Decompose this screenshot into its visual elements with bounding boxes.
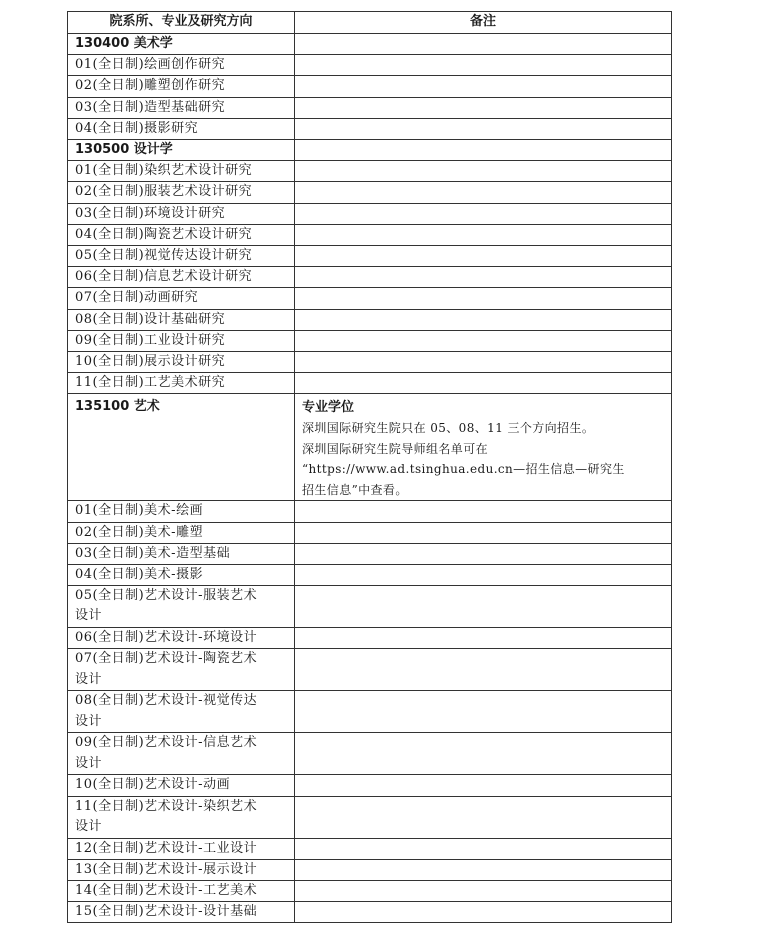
direction-cell xyxy=(68,586,295,628)
direction-cell: 04(全日制)美术-摄影 xyxy=(68,565,295,586)
table-row xyxy=(68,775,672,796)
note-line: 深圳国际研究生院导师组名单可在 xyxy=(302,441,489,456)
table-row xyxy=(68,203,672,224)
direction-cell: 06(全日制)信息艺术设计研究 xyxy=(68,267,295,288)
notes-cell xyxy=(295,586,672,628)
notes-cell xyxy=(295,267,672,288)
direction-cell: 03(全日制)造型基础研究 xyxy=(68,97,295,118)
table-row xyxy=(68,267,672,288)
table-row xyxy=(68,501,672,522)
notes-cell xyxy=(295,733,672,775)
table-row xyxy=(68,97,672,118)
notes-cell xyxy=(295,97,672,118)
major-code-cell: 135100 艺术 xyxy=(68,394,295,501)
table-row xyxy=(68,118,672,139)
notes-cell xyxy=(295,522,672,543)
direction-cell: 09(全日制)工业设计研究 xyxy=(68,330,295,351)
notes-cell xyxy=(295,330,672,351)
table-row xyxy=(68,288,672,309)
table-row xyxy=(68,586,672,628)
direction-label-line: 11(全日制)艺术设计-染织艺术 xyxy=(75,798,258,814)
table-row xyxy=(68,34,672,55)
notes-cell xyxy=(295,501,672,522)
notes-cell xyxy=(295,203,672,224)
table-row xyxy=(68,838,672,859)
notes-cell xyxy=(295,182,672,203)
table-body xyxy=(68,34,672,923)
direction-label-line: 设计 xyxy=(75,818,103,834)
table-row xyxy=(68,309,672,330)
direction-label-line: 设计 xyxy=(75,608,103,624)
major-code-cell: 130400 美术学 xyxy=(68,34,295,55)
direction-cell xyxy=(68,691,295,733)
notes-cell xyxy=(295,76,672,97)
table-row xyxy=(68,224,672,245)
notes-cell xyxy=(295,288,672,309)
direction-cell: 10(全日制)展示设计研究 xyxy=(68,352,295,373)
notes-cell xyxy=(295,796,672,838)
direction-label-line: 09(全日制)艺术设计-信息艺术 xyxy=(75,735,258,751)
header-notes-column: 备注 xyxy=(295,12,672,34)
direction-cell: 10(全日制)艺术设计-动画 xyxy=(68,775,295,796)
note-title: 专业学位 xyxy=(302,400,355,416)
notes-cell xyxy=(295,775,672,796)
direction-cell: 03(全日制)环境设计研究 xyxy=(68,203,295,224)
notes-cell xyxy=(295,246,672,267)
notes-cell xyxy=(295,373,672,394)
notes-cell xyxy=(295,394,672,501)
table-row xyxy=(68,859,672,880)
notes-cell xyxy=(295,352,672,373)
direction-cell: 01(全日制)绘画创作研究 xyxy=(68,55,295,76)
direction-cell: 02(全日制)美术-雕塑 xyxy=(68,522,295,543)
header-program-column: 院系所、专业及研究方向 xyxy=(68,12,295,34)
note-line: “https://www.ad.tsinghua.edu.cn—招生信息—研究生 xyxy=(302,462,625,477)
direction-cell: 15(全日制)艺术设计-设计基础 xyxy=(68,902,295,923)
table-row xyxy=(68,330,672,351)
direction-cell: 11(全日制)工艺美术研究 xyxy=(68,373,295,394)
note-line: 深圳国际研究生院只在 05、08、11 三个方向招生。 xyxy=(302,421,595,436)
notes-cell xyxy=(295,838,672,859)
direction-label-line: 05(全日制)艺术设计-服装艺术 xyxy=(75,588,258,604)
direction-cell: 08(全日制)设计基础研究 xyxy=(68,309,295,330)
direction-cell: 04(全日制)陶瓷艺术设计研究 xyxy=(68,224,295,245)
notes-cell xyxy=(295,881,672,902)
table-row xyxy=(68,394,672,501)
direction-cell: 07(全日制)动画研究 xyxy=(68,288,295,309)
table-row xyxy=(68,796,672,838)
table-header-row xyxy=(68,12,672,34)
direction-cell xyxy=(68,796,295,838)
notes-cell xyxy=(295,118,672,139)
notes-cell xyxy=(295,309,672,330)
notes-cell xyxy=(295,565,672,586)
direction-cell: 14(全日制)艺术设计-工艺美术 xyxy=(68,881,295,902)
notes-cell xyxy=(295,859,672,880)
notes-cell xyxy=(295,628,672,649)
direction-label-line: 07(全日制)艺术设计-陶瓷艺术 xyxy=(75,651,258,667)
table-row xyxy=(68,543,672,564)
table-row xyxy=(68,161,672,182)
major-code-cell: 130500 设计学 xyxy=(68,140,295,161)
direction-label-line: 设计 xyxy=(75,671,103,687)
notes-cell xyxy=(295,161,672,182)
direction-cell xyxy=(68,649,295,691)
table-row xyxy=(68,649,672,691)
direction-cell: 02(全日制)服装艺术设计研究 xyxy=(68,182,295,203)
table-row xyxy=(68,140,672,161)
table-row xyxy=(68,733,672,775)
table-row xyxy=(68,246,672,267)
direction-cell: 12(全日制)艺术设计-工业设计 xyxy=(68,838,295,859)
notes-cell xyxy=(295,140,672,161)
notes-cell xyxy=(295,649,672,691)
direction-cell: 06(全日制)艺术设计-环境设计 xyxy=(68,628,295,649)
table-row xyxy=(68,565,672,586)
table-row xyxy=(68,881,672,902)
program-table xyxy=(67,11,672,923)
table-row xyxy=(68,522,672,543)
table-row xyxy=(68,55,672,76)
notes-cell xyxy=(295,34,672,55)
direction-label-line: 设计 xyxy=(75,755,103,771)
table-row xyxy=(68,691,672,733)
notes-cell xyxy=(295,902,672,923)
direction-cell: 04(全日制)摄影研究 xyxy=(68,118,295,139)
table-row xyxy=(68,76,672,97)
direction-cell: 13(全日制)艺术设计-展示设计 xyxy=(68,859,295,880)
direction-label-line: 08(全日制)艺术设计-视觉传达 xyxy=(75,693,258,709)
table-row xyxy=(68,373,672,394)
direction-cell xyxy=(68,733,295,775)
direction-cell: 01(全日制)染织艺术设计研究 xyxy=(68,161,295,182)
notes-cell xyxy=(295,224,672,245)
notes-cell xyxy=(295,691,672,733)
table-row xyxy=(68,628,672,649)
notes-cell xyxy=(295,543,672,564)
direction-cell: 03(全日制)美术-造型基础 xyxy=(68,543,295,564)
direction-label-line: 设计 xyxy=(75,713,103,729)
table-row xyxy=(68,352,672,373)
direction-cell: 05(全日制)视觉传达设计研究 xyxy=(68,246,295,267)
table-row xyxy=(68,902,672,923)
table-row xyxy=(68,182,672,203)
direction-cell: 02(全日制)雕塑创作研究 xyxy=(68,76,295,97)
direction-cell: 01(全日制)美术-绘画 xyxy=(68,501,295,522)
note-line: 招生信息”中查看。 xyxy=(302,482,408,497)
notes-cell xyxy=(295,55,672,76)
